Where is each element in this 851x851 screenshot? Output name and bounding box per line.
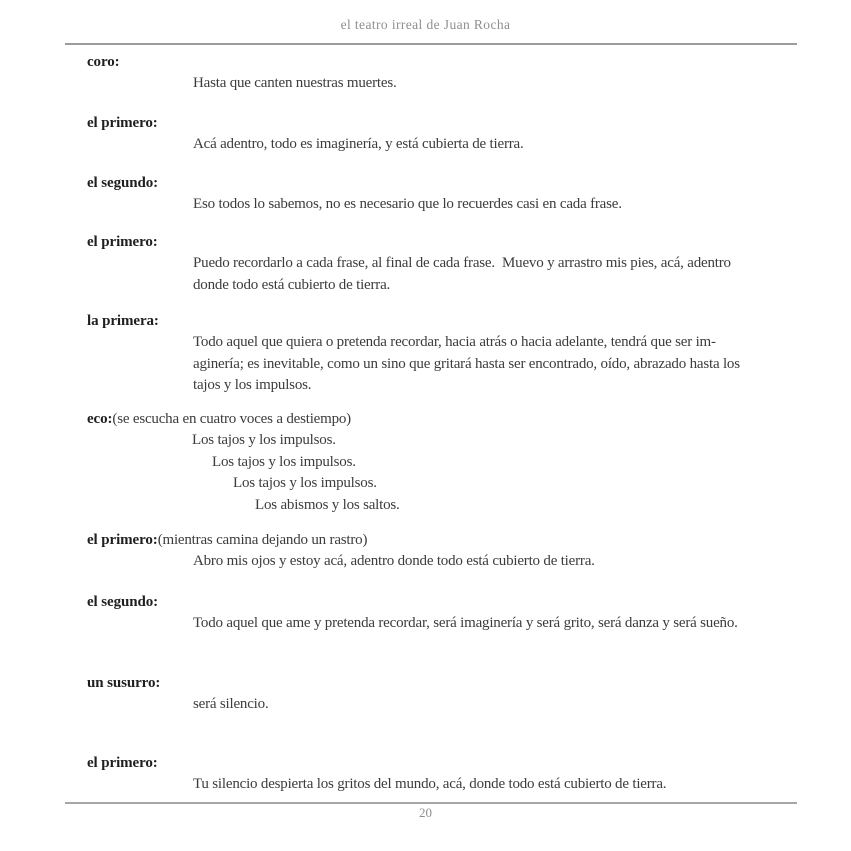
speech-block-eco xyxy=(0,409,851,516)
speech-block-el-primero-2 xyxy=(0,232,851,296)
echo-line: Los tajos y los impulsos. xyxy=(212,453,356,470)
speaker-label: el segundo: xyxy=(87,594,158,610)
dialogue xyxy=(0,551,851,573)
dialogue-line: donde todo está cubierto de tierra. xyxy=(193,276,391,293)
speech-block-un-susurro xyxy=(0,673,851,716)
dialogue xyxy=(0,332,851,397)
dialogue xyxy=(0,73,851,95)
speaker-label: la primera: xyxy=(87,313,159,329)
speaker-label-row xyxy=(0,592,851,613)
echo-line: Los tajos y los impulsos. xyxy=(192,432,336,448)
speech-block-el-primero-1 xyxy=(0,113,851,156)
speech-block-la-primera xyxy=(0,311,851,397)
dialogue xyxy=(0,774,851,796)
stage-direction: (se escucha en cuatro voces a destiempo) xyxy=(112,411,351,427)
speaker-label: el primero: xyxy=(87,234,158,250)
dialogue-line: Eso todos lo sabemos, no es necesario que lo recuerdes casi en cada frase. xyxy=(193,196,622,212)
dialogue-line: Acá adentro, todo es imaginería, y está cubierta de tierra. xyxy=(193,136,524,152)
dialogue xyxy=(0,430,851,516)
speaker-label: el primero: xyxy=(87,532,158,548)
dialogue-line: tajos y los impulsos. xyxy=(193,377,312,393)
speaker-label-row xyxy=(0,113,851,134)
speaker-label: coro: xyxy=(87,54,120,70)
speaker-label-row xyxy=(0,753,851,774)
speech-block-el-primero-4 xyxy=(0,753,851,796)
dialogue xyxy=(0,613,851,635)
speaker-label: eco: xyxy=(87,411,113,427)
dialogue-line: Hasta que canten nuestras muertes. xyxy=(193,75,397,91)
stage-direction: (mientras camina dejando un rastro) xyxy=(157,532,368,548)
speaker-label: el primero: xyxy=(87,115,158,131)
speaker-label-row xyxy=(0,409,851,430)
speaker-label: el primero: xyxy=(87,755,158,771)
echo-line: Los abismos y los saltos. xyxy=(255,496,400,513)
dialogue-line: Puedo recordarlo a cada frase, al final de cada frase. Muevo y arrastro mis pies, acá, adentro xyxy=(193,255,731,271)
header-rule xyxy=(65,43,797,45)
echo-line: Los tajos y los impulsos. xyxy=(233,475,377,491)
speaker-label-row xyxy=(0,232,851,253)
speaker-label: el segundo: xyxy=(87,175,158,191)
dialogue-line: Todo aquel que quiera o pretenda recordar, hacia atrás o hacia adelante, tendrá que ser im- xyxy=(193,334,716,350)
speaker-label-row xyxy=(0,673,851,694)
speaker-label: un susurro: xyxy=(87,675,161,691)
dialogue xyxy=(0,134,851,156)
speech-block-coro xyxy=(0,52,851,95)
page-header-title: el teatro irreal de Juan Rocha xyxy=(340,17,511,32)
dialogue xyxy=(0,253,851,296)
speaker-label-row xyxy=(0,52,851,73)
speaker-label-row xyxy=(0,173,851,194)
page-number: 20 xyxy=(419,805,432,820)
dialogue-line: aginería; es inevitable, como un sino que gritará hasta ser encontrado, oído, abrazado hasta los xyxy=(193,355,740,372)
speech-block-el-segundo-1 xyxy=(0,173,851,216)
dialogue-line: Abro mis ojos y estoy acá, adentro donde todo está cubierto de tierra. xyxy=(193,553,595,569)
dialogue xyxy=(0,194,851,216)
dialogue xyxy=(0,694,851,716)
dialogue-line: Todo aquel que ame y pretenda recordar, será imaginería y será grito, será danza y será sueño. xyxy=(193,615,738,631)
speaker-label-row xyxy=(0,530,851,551)
dialogue-line: será silencio. xyxy=(193,696,269,712)
dialogue-line: Tu silencio despierta los gritos del mundo, acá, donde todo está cubierto de tierra. xyxy=(193,776,667,792)
speaker-label-row xyxy=(0,311,851,332)
speech-block-el-primero-3 xyxy=(0,530,851,573)
speech-block-el-segundo-2 xyxy=(0,592,851,635)
